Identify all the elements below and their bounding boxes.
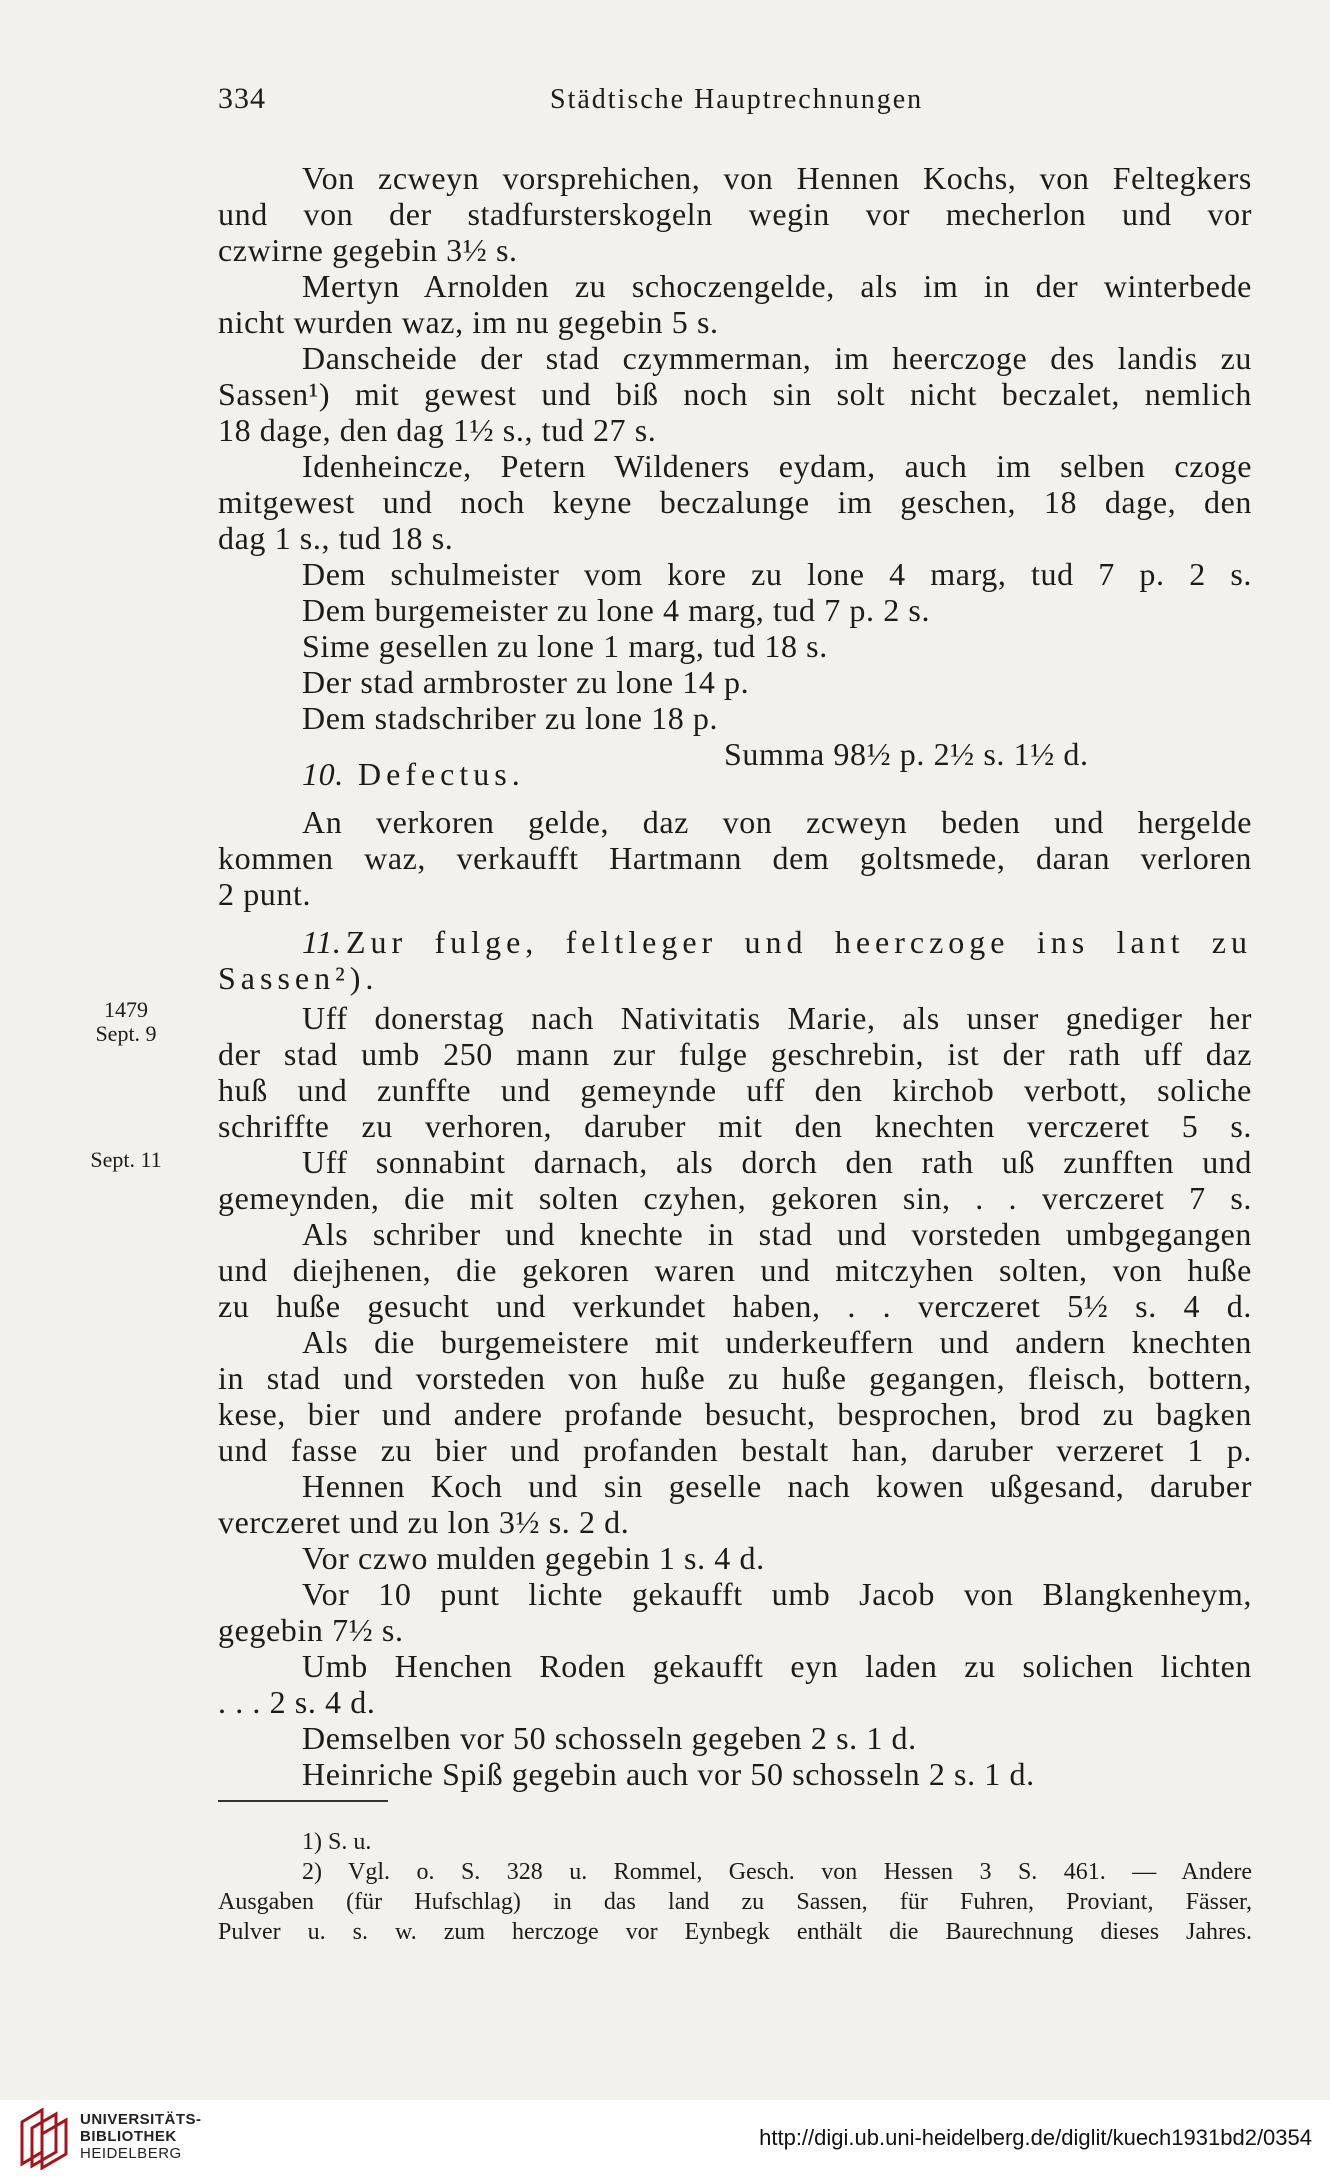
text-line: schriffte zu verhoren, daruber mit den knechten verczeret 5 s. xyxy=(218,1108,1252,1144)
text-line: kese, bier und andere profande besucht, besprochen, brod zu bagken xyxy=(218,1396,1252,1432)
margin-date-sept-9: Sept. 9 xyxy=(95,1021,157,1046)
text-line: Demselben vor 50 schosseln gegeben 2 s. 1 d. xyxy=(302,1720,917,1756)
text-line: nicht wurden waz, im nu gegebin 5 s. xyxy=(218,304,719,340)
text-line: mitgewest und noch keyne beczalunge im geschen, 18 dage, den xyxy=(218,484,1252,520)
text-line: Idenheincze, Petern Wildeners eydam, auch im selben czoge xyxy=(302,448,1252,484)
text-line: Vor 10 punt lichte gekaufft umb Jacob von Blangkenheym, xyxy=(302,1576,1252,1612)
text-line: . . . 2 s. 4 d. xyxy=(218,1684,376,1720)
text-line: gegebin 7½ s. xyxy=(218,1612,404,1648)
text-line: Danscheide der stad czymmerman, im heerczoge des landis zu xyxy=(302,340,1252,376)
section-heading-cont: Sassen²). xyxy=(218,960,379,996)
footnote-1: 1) S. u. xyxy=(302,1829,372,1855)
text-line: An verkoren gelde, daz von zcweyn beden und hergelde xyxy=(302,804,1252,840)
library-logo-icon xyxy=(16,2104,70,2170)
text-line: in stad und vorsteden von huße zu huße gegangen, fleisch, bottern, xyxy=(218,1360,1252,1396)
text-line: 2 punt. xyxy=(218,876,312,912)
margin-date-sept-11: Sept. 11 xyxy=(90,1147,162,1172)
library-name-line: HEIDELBERG xyxy=(80,2145,182,2162)
text-line: zu huße gesucht und verkundet haben, . . verczeret 5½ s. 4 d. xyxy=(218,1288,1252,1324)
text-line: Vor czwo mulden gegebin 1 s. 4 d. xyxy=(302,1540,765,1576)
text-line: verczeret und zu lon 3½ s. 2 d. xyxy=(218,1504,630,1540)
text-line: czwirne gegebin 3½ s. xyxy=(218,232,518,268)
text-line: Dem schulmeister vom kore zu lone 4 marg, tud 7 p. 2 s. xyxy=(302,556,1252,592)
text-line: Dem stadschriber zu lone 18 p. xyxy=(302,700,719,736)
text-line: Hennen Koch und sin geselle nach kowen ußgesand, daruber xyxy=(302,1468,1252,1504)
text-line: Als schriber und knechte in stad und vorsteden umbgegangen xyxy=(302,1216,1252,1252)
margin-year: 1479 xyxy=(104,997,148,1022)
text-line: Der stad armbroster zu lone 14 p. xyxy=(302,664,750,700)
text-line: Heinriche Spiß gegebin auch vor 50 schosseln 2 s. 1 d. xyxy=(302,1756,1035,1792)
text-line: und fasse zu bier und profanden bestalt han, daruber verzeret 1 p. xyxy=(218,1432,1252,1468)
text-line: Dem burgemeister zu lone 4 marg, tud 7 p. 2 s. xyxy=(302,592,931,628)
page-number: 334 xyxy=(218,82,266,115)
footnote-2-cont: Pulver u. s. w. zum herczoge vor Eynbegk enthält die Baurechnung dieses Jahres. xyxy=(218,1919,1252,1945)
section-heading-defectus: Defectus. xyxy=(358,756,525,792)
text-line: Von zcweyn vorsprehichen, von Hennen Kochs, von Feltegkers xyxy=(302,160,1252,196)
text-line: dag 1 s., tud 18 s. xyxy=(218,520,454,556)
text-line: Sassen¹) mit gewest und biß noch sin solt nicht beczalet, nemlich xyxy=(218,376,1252,412)
footnote-2: 2) Vgl. o. S. 328 u. Rommel, Gesch. von Hessen 3 S. 461. — Andere xyxy=(302,1859,1252,1885)
text-line: Umb Henchen Roden gekaufft eyn laden zu solichen lichten xyxy=(302,1648,1252,1684)
text-line: 18 dage, den dag 1½ s., tud 27 s. xyxy=(218,412,657,448)
library-name-line: BIBLIOTHEK xyxy=(80,2128,177,2145)
text-line: huß und zunffte und gemeynde uff den kirchob verbott, soliche xyxy=(218,1072,1252,1108)
text-line: Uff donerstag nach Nativitatis Marie, als unser gnediger her xyxy=(302,1000,1252,1036)
summa-line: Summa 98½ p. 2½ s. 1½ d. xyxy=(724,736,1089,772)
text-line: Sime gesellen zu lone 1 marg, tud 18 s. xyxy=(302,628,828,664)
library-name-line: UNIVERSITÄTS- xyxy=(80,2111,202,2128)
text-line: Uff sonnabint darnach, als dorch den rath uß zunfften und xyxy=(302,1144,1252,1180)
source-url-link[interactable]: http://digi.ub.uni-heidelberg.de/diglit/kuech1931bd2/0354 xyxy=(759,2125,1312,2150)
footnote-2-cont: Ausgaben (für Hufschlag) in das land zu Sassen, für Fuhren, Proviant, Fässer, xyxy=(218,1889,1252,1915)
text-line: der stad umb 250 mann zur fulge geschrebin, ist der rath uff daz xyxy=(218,1036,1252,1072)
footnote-rule xyxy=(218,1800,388,1802)
text-line: Mertyn Arnolden zu schoczengelde, als im in der winterbede xyxy=(302,268,1252,304)
running-title: Städtische Hauptrechnungen xyxy=(550,84,924,115)
section-number-10: 10. xyxy=(302,756,344,792)
section-heading-fulge: Zur fulge, feltleger und heerczoge ins lant zu xyxy=(346,924,1252,960)
section-number-11: 11. xyxy=(302,924,342,960)
text-line: Als die burgemeistere mit underkeuffern und andern knechten xyxy=(302,1324,1252,1360)
text-line: und von der stadfursterskogeln wegin vor mecherlon und vor xyxy=(218,196,1252,232)
text-line: gemeynden, die mit solten czyhen, gekoren sin, . . verczeret 7 s. xyxy=(218,1180,1252,1216)
text-line: kommen waz, verkaufft Hartmann dem goltsmede, daran verloren xyxy=(218,840,1252,876)
text-line: und diejhenen, die gekoren waren und mitczyhen solten, von huße xyxy=(218,1252,1252,1288)
